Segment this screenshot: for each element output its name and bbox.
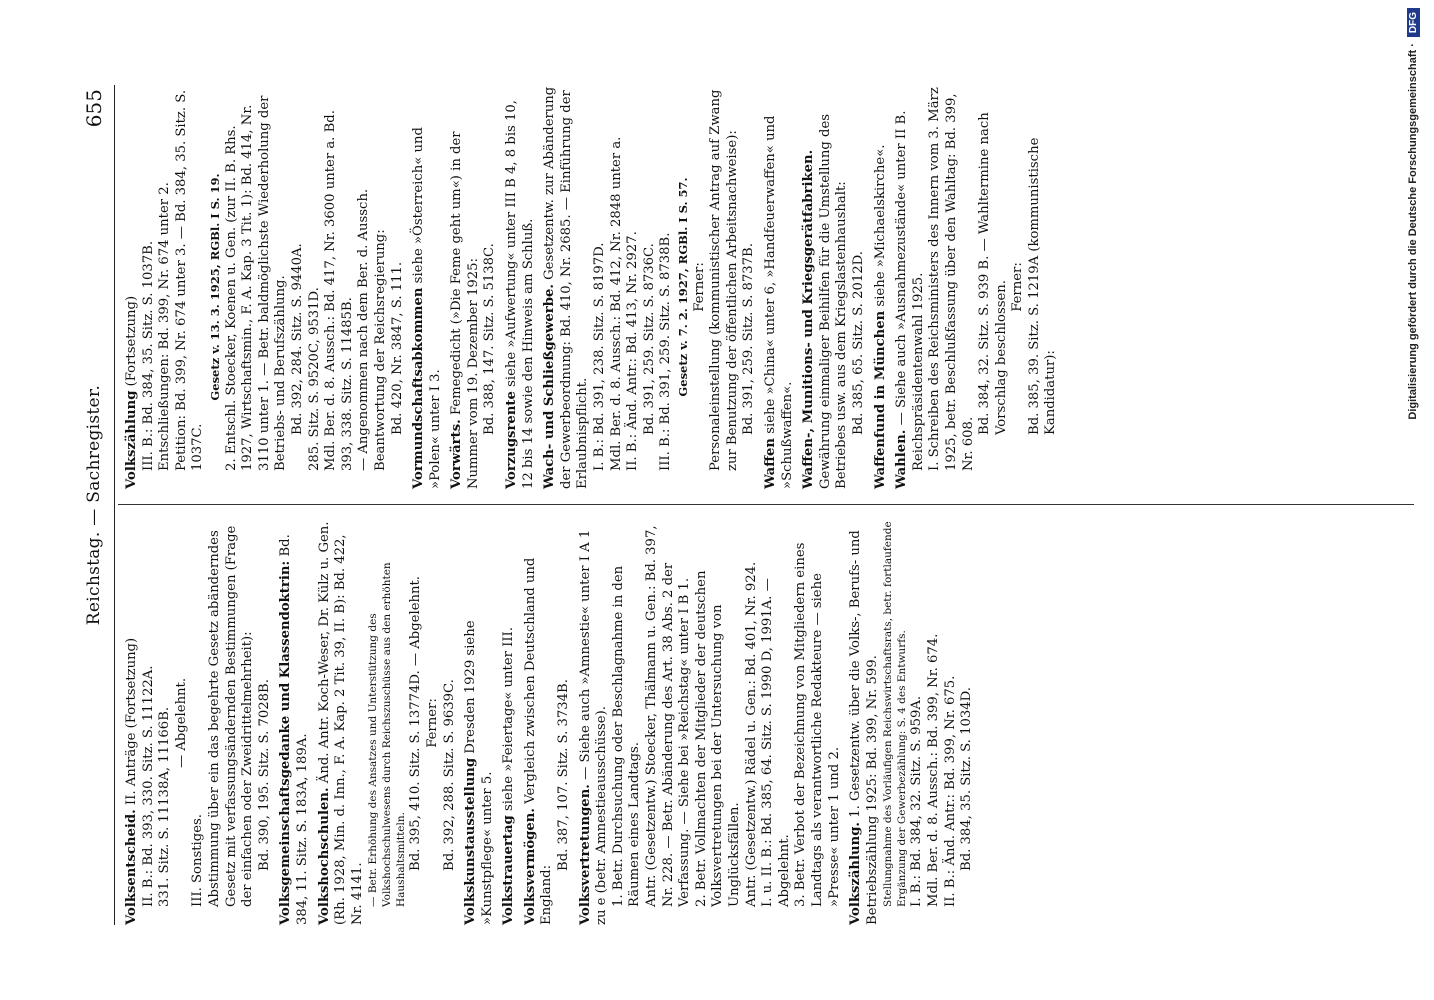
entry-keyword: Volkszählung: [124, 390, 139, 489]
entry-line: siehe »Aufwertung« unter III B 4, 8 bis 10, 12 bis 14 sowie den Hinweis am Schluß.: [504, 100, 536, 489]
entry-keyword: Volksgemeinschaftsgedanke und Klassendoktrin:: [278, 560, 294, 925]
digitization-note: Digitalisierung gefördert durch die Deutsche Forschungsgemeinschaft ·: [1407, 43, 1419, 420]
index-entry: [523, 521, 573, 925]
index-entry: [124, 85, 406, 489]
entry-keyword: Wahlen.: [894, 429, 910, 489]
entry-keyword: Volksvertretungen.: [577, 784, 593, 925]
entry-line: siehe »Österreich« und »Polen« unter I 3.: [411, 127, 443, 489]
entry-line: Antr. (Gesetzentw.) Rädel u. Gen.: Bd. 401, Nr. 924.: [743, 561, 759, 907]
entry-line: II. B.: Änd. Antr.: Bd. 399, Nr. 675.: [942, 675, 958, 907]
left-column: [124, 521, 981, 925]
entry-line: Bd. 384, 35. Sitz. S. 1034D.: [959, 687, 975, 871]
entry-line: II. Anträge (Fortsetzung): [124, 637, 139, 810]
entry-line: 285. Sitz. S. 9520C, 9531D.: [306, 287, 322, 471]
index-entry: [278, 521, 311, 925]
entry-line: Bd. 391, 259. Sitz. S. 8736C.: [641, 243, 657, 435]
entry-line: Reichspräsidentenwahl 1925.: [910, 272, 926, 471]
index-entry: [801, 85, 867, 489]
entry-line: Beantwortung der Reichsregierung:: [372, 229, 388, 471]
entry-line: Bd. 392, 284. Sitz. S. 9440A.: [289, 243, 305, 435]
column-divider: [118, 504, 1414, 505]
entry-line: Bd. 390, 195. Sitz. S. 7028B.: [256, 679, 272, 871]
entry-line: III. B.: Bd. 384, 35. Sitz. S. 1037B.: [140, 240, 156, 471]
entry-line: Gesetzentw. zur Abänderung der Gewerbeordnung: Bd. 410, Nr. 2685. — Einführung der Erlaubnispflicht.: [542, 86, 591, 489]
page-number: 655: [82, 89, 106, 128]
index-entry: [411, 85, 444, 489]
dfg-logo: DFG: [1407, 8, 1420, 37]
entry-line: 331. Sitz. S. 11138A, 11166B.: [157, 706, 173, 907]
rotated-page: [80, 85, 1420, 925]
running-head: [80, 85, 114, 925]
entry-line: I. u. II. B.: Bd. 385, 64. Sitz. S. 1990 D, 1991A. — Abgelehnt.: [760, 578, 792, 907]
entry-line: Bd. 388, 147. Sitz. S. 5138C.: [482, 243, 498, 435]
right-column: [124, 85, 1065, 489]
entry-line: siehe »China« unter 6, »Handfeuerwaffen« und »Schußwaffen«.: [762, 115, 795, 489]
entry-line: Ferner:: [1010, 262, 1026, 312]
entry-line: — Abgelehnt.: [173, 677, 189, 769]
index-entry: [542, 85, 758, 489]
index-entry: [463, 521, 496, 925]
entry-line: Vergleich zwischen Deutschland und England:: [522, 557, 555, 925]
entry-line: Abstimmung über ein das begehrte Gesetz abänderndes Gesetz mit verfassungsändernden Bestimmungen (Frage der einfachen oder Zweidrittelmehrheit):: [206, 525, 256, 907]
entry-line: Personaleinstellung (kommunistischer Antrag auf Zwang zur Benutzung der öffentlichen Arbeitsnachweise):: [708, 89, 740, 471]
entry-keyword: Volksvermögen.: [522, 808, 538, 925]
entry-line: siehe »Feiertage« unter III.: [501, 627, 517, 816]
entry-line: I. B.: Bd. 391, 238. Sitz. S. 8197D.: [592, 242, 608, 471]
entry-keyword: Volksentscheid.: [124, 809, 139, 925]
entry-line: Bd. 392, 288. Sitz. S. 9639C.: [441, 679, 457, 871]
entry-keyword: Volkstrauertag: [501, 815, 517, 925]
index-entry: [449, 85, 499, 489]
entry-line: Bd. 420, Nr. 3847, S. 111.: [389, 261, 405, 435]
entry-line: 2. Betr. Vollmachten der Mitglieder der deutschen Volksvertretungen bei der Untersuchung von Unglücksfällen.: [693, 570, 742, 907]
entry-line: Bd. 391, 259. Sitz. S. 8737B.: [741, 243, 757, 435]
entry-line: Mdl. Ber. d. 8. Aussch.: Bd. 417, Nr. 3600 unter a. Bd. 393, 338. Sitz. S. 11485B.: [323, 110, 355, 471]
entry-keyword: Volkskunstausstellung: [463, 757, 479, 925]
entry-line: — Angenommen nach dem Ber. d. Aussch.: [356, 188, 372, 471]
entry-keyword: Waffenfund in München: [872, 310, 888, 489]
index-entry: [894, 85, 1060, 489]
entry-line: Gesetz v. 13. 3. 1925, RGBl. I S. 19.: [207, 173, 222, 401]
entry-line: Bd. 385, 65. Sitz. S. 2012D.: [850, 251, 866, 435]
index-entry: [848, 521, 976, 925]
entry-line: siehe »Michaelskirche«.: [872, 144, 888, 311]
entry-line: Entschließungen: Bd. 399, Nr. 674 unter 2.: [157, 182, 173, 471]
entry-keyword: Vormundschaftsabkommen: [411, 287, 427, 489]
index-entry: [317, 521, 459, 925]
index-entry: [873, 85, 890, 489]
index-entry: [501, 521, 518, 925]
entry-line: 2. Entschl. Stoecker, Koenen u. Gen. (zur II. B. Rhs. 1927, Wirtschaftsmin., F. A. Kap. 3 Tit. 1): Bd. 414, Nr. 3110 unter 1. — Betr. baldmöglichste Wiederholung der Betriebs- und Berufszählung.: [223, 95, 289, 471]
entry-line: — Siehe auch »Amnestie« unter I A 1 zu e (betr. Amnestieausschüsse).: [577, 529, 610, 925]
entry-keyword: Waffen: [762, 437, 778, 489]
entry-line: Bd. 387, 107. Sitz. S. 3734B.: [556, 679, 572, 871]
index-entry: [504, 85, 537, 489]
entry-line: I. B.: Bd. 384, 32. Sitz. S. 959A.: [909, 695, 925, 907]
entry-line: II. B.: Bd. 393, 330. Sitz. S. 11122A.: [140, 665, 156, 907]
entry-line: II. B.: Änd. Antr.: Bd. 413, Nr. 2927.: [625, 231, 641, 471]
entry-keyword: Waffen-, Munitions- und Kriegsgerätfabriken.: [801, 149, 817, 489]
entry-line: — Siehe auch »Ausnahmezustände« unter II B.: [894, 110, 910, 430]
header-rule: [114, 85, 115, 925]
entry-line: Gesetz v. 7. 2. 1927, RGBl. I S. 57.: [676, 177, 690, 397]
entry-line: Stellungnahme des Vorläufigen Reichswirtschaftsrats, betr. fortlaufende Ergänzung der Gewerbezählung: S. 4 des Entwurfs.: [882, 521, 909, 907]
entry-line: Ferner:: [424, 698, 440, 748]
entry-line: Ferner:: [691, 262, 707, 312]
entry-line: Petition: Bd. 399, Nr. 674 unter 3. — Bd. 384, 35. Sitz. S. 1037C.: [173, 89, 206, 471]
entry-keyword: Volkszählung.: [848, 821, 864, 925]
entry-line: I. Schreiben des Reichsministers des Innern vom 3. März 1925, betr. Beschlußfassung über den Wahltag: Bd. 399, Nr. 608.: [927, 87, 976, 471]
entry-line: Änd. Antr. Koch-Weser, Dr. Külz u. Gen. (Rh. 1928, Min. d. Inn., F. A. Kap. 2 Tit. 39, II. B): Bd. 422, Nr. 4141.: [316, 521, 365, 925]
entry-line: III. Sonstiges.: [190, 814, 206, 907]
entry-line: Femegedicht (»Die Feme geht um«) in der Nummer vom 19. Dezember 1925:: [449, 131, 481, 489]
entry-line: (Fortsetzung): [124, 295, 139, 391]
entry-line: — Betr. Erhöhung des Ansatzes und Unterstützung des Volkshochschulwesens durch Reichszuschüsse aus den erhöhten Haushaltsmitteln.: [367, 562, 408, 907]
entry-keyword: Vorwärts.: [449, 419, 465, 489]
entry-line: III. B.: Bd. 391, 259. Sitz. S. 8738B.: [658, 232, 674, 471]
entry-line: 1. Gesetzentw. über die Volks-, Berufs- und Betriebszählung 1925: Bd. 399, Nr. 599.: [848, 530, 880, 925]
entry-keyword: Volkshochschulen.: [316, 787, 332, 925]
index-entry: [763, 85, 796, 489]
entry-line: Dresden 1929 siehe »Kunstpflege« unter 5.: [463, 620, 495, 925]
entry-line: Bd. 384, 32. Sitz. S. 939 B. — Wahltermine nach Vorschlag beschlossen.: [977, 112, 1009, 435]
entry-line: Gewährung einmaliger Beihilfen für die Umstellung des Betriebes usw. aus dem Kriegslastenhaushalt:: [817, 113, 850, 489]
entry-line: Bd. 395, 410. Sitz. S. 13774D. — Abgelehnt.: [408, 576, 424, 871]
entry-line: 3. Betr. Verbot der Bezeichnung von Mitgliedern eines Landtags als verantwortliche Redakteure — siehe »Presse« unter 1 und 2.: [793, 542, 842, 907]
entry-line: 1. Betr. Durchsuchung oder Beschlagnahme in den Räumen eines Landtags.: [610, 565, 643, 907]
index-entry: [578, 521, 844, 925]
entry-line: Bd. 384, 11. Sitz. S. 183A, 189A.: [278, 534, 310, 925]
entry-line: Antr. (Gesetzentw.) Stoecker, Thälmann u. Gen.: Bd. 397, Nr. 228. — Betr. Abänderung des Art. 38 Abs. 2 der Verfassung. — Siehe bei »Reichstag« unter I B 1.: [644, 525, 693, 907]
running-head-title: Reichstag. — Sachregister.: [84, 384, 104, 626]
entry-keyword: Wach- und Schließgewerbe.: [542, 284, 558, 489]
index-entry: [124, 521, 273, 925]
digitization-credit: [1395, 8, 1431, 992]
entry-keyword: Vorzugsrente: [504, 391, 520, 489]
entry-line: Mdl. Ber. d. 8. Aussch.: Bd. 399, Nr. 674.: [925, 633, 941, 907]
entry-line: Mdl. Ber. d. 8. Aussch.: Bd. 412, Nr. 2848 unter a.: [608, 136, 624, 471]
entry-line: Bd. 385, 39. Sitz. S. 1219A (kommunistische Kandidatur):: [1026, 137, 1059, 435]
